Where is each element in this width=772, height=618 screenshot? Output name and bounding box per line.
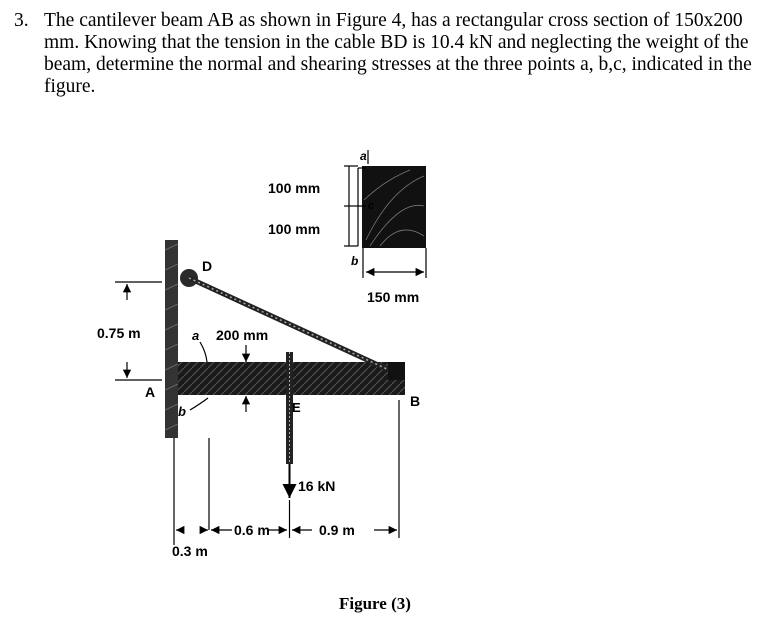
problem-number: 3. (14, 10, 29, 31)
label-c-section: c (368, 200, 375, 212)
label-dim-075: 0.75 m (97, 325, 141, 341)
label-dim-100-bottom: 100 mm (268, 221, 321, 237)
figure-caption: Figure (3) (339, 594, 411, 613)
label-e: E (292, 400, 301, 415)
label-16kn: 16 kN (298, 478, 336, 494)
label-a-section: a (360, 149, 367, 163)
label-a: A (145, 384, 156, 400)
label-dim-06: 0.6 m (234, 522, 270, 538)
problem-text: The cantilever beam AB as shown in Figure 4, has a rectangular cross section of 150x200 mm. Knowing that the tension in the cable BD is 10.4 kN and neglecting the weight of the beam, determine the normal and shearing stresses at the three points a, b,c, indicated in the figure. (44, 10, 752, 97)
label-b-section: b (351, 254, 359, 268)
label-a-beam: a (192, 328, 200, 343)
label-b: B (410, 393, 421, 409)
label-dim-09: 0.9 m (319, 522, 355, 538)
label-dim-100-top: 100 mm (268, 180, 321, 196)
label-d: D (202, 258, 213, 274)
label-dim-150: 150 mm (367, 289, 420, 305)
wall (165, 240, 178, 438)
label-dim-03: 0.3 m (172, 543, 208, 559)
label-b-beam: b (178, 404, 186, 419)
bracket-b (388, 362, 405, 380)
label-200mm: 200 mm (216, 327, 269, 343)
